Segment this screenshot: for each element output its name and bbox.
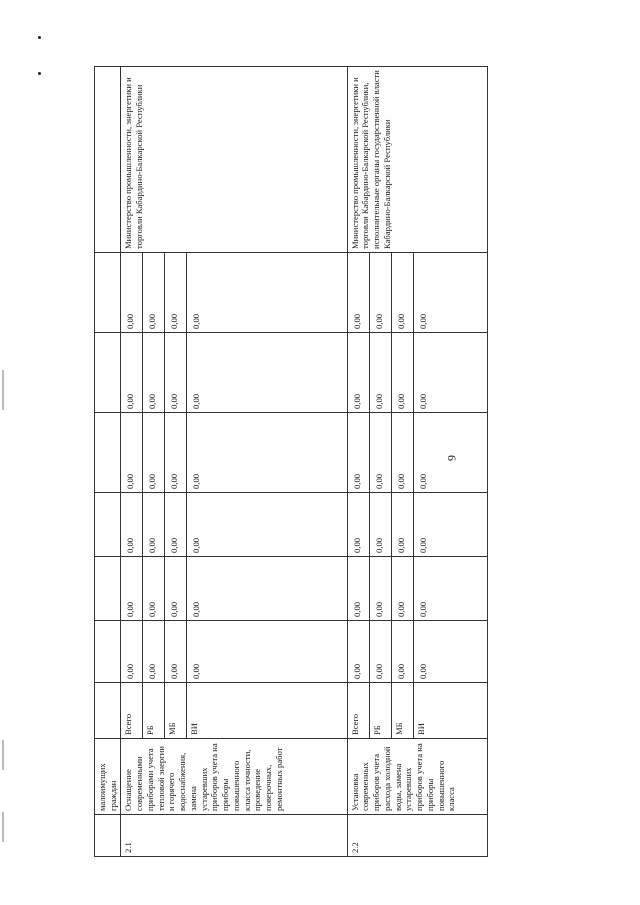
value-cell: 0,00 [121,557,143,621]
value-cell: 0,00 [391,621,413,683]
table-row [347,67,369,857]
value-cell: 0,00 [347,333,369,413]
program-measures-table [94,66,488,857]
value-cell: 0,00 [143,493,165,557]
funding-source: РБ [143,683,165,739]
value-cell: 0,00 [165,621,187,683]
value-cell: 0,00 [143,253,165,333]
value-cell: 0,00 [187,621,347,683]
value-cell: 0,00 [187,493,347,557]
scan-edge-mark [2,370,4,410]
value-cell: 0,00 [121,493,143,557]
scan-edge-mark [2,812,4,842]
scan-speck [38,72,41,75]
value-cell: 0,00 [391,253,413,333]
value-cell: 0,00 [413,413,487,493]
value-cell: 0,00 [165,413,187,493]
value-cell: 0,00 [143,333,165,413]
row-number: 2.1 [121,815,347,857]
value-cell: 0,00 [391,557,413,621]
value-cell: 0,00 [143,621,165,683]
value-cell: 0,00 [391,413,413,493]
value-cell: 0,00 [369,253,391,333]
measure-name: Установка современных приборов учета расхода холодной воды, замена устаревших приборов учета на приборы повышенного класса [347,739,487,815]
funding-source: Всего [347,683,369,739]
value-cell: 0,00 [347,413,369,493]
value-cell: 0,00 [121,621,143,683]
value-cell: 0,00 [369,493,391,557]
funding-source: Всего [121,683,143,739]
value-cell: 0,00 [165,333,187,413]
funding-source: РБ [369,683,391,739]
funding-source: ВИ [413,683,487,739]
value-cell: 0,00 [165,493,187,557]
value-cell: 0,00 [121,413,143,493]
value-cell: 0,00 [369,621,391,683]
value-cell: 0,00 [347,493,369,557]
value-cell: 0,00 [187,557,347,621]
rotated-table-container [94,67,488,857]
value-cell: 0,00 [143,413,165,493]
value-cell: 0,00 [347,621,369,683]
value-cell: 0,00 [369,557,391,621]
value-cell: 0,00 [347,557,369,621]
header-fragment: малоимущих граждан [95,739,121,815]
funding-source: МБ [391,683,413,739]
value-cell: 0,00 [347,253,369,333]
value-cell: 0,00 [165,557,187,621]
value-cell: 0,00 [413,557,487,621]
value-cell: 0,00 [413,333,487,413]
header-continuation-row [95,67,121,857]
value-cell: 0,00 [413,621,487,683]
value-cell: 0,00 [391,493,413,557]
value-cell: 0,00 [187,333,347,413]
funding-source: МБ [165,683,187,739]
value-cell: 0,00 [121,333,143,413]
measure-name: Оснащение современными приборами учета тепловой энергии и горячего водоснабжения, замена устаревших приборов учета на приборы повышенного класса точности, проведение поверочных, ремонтных работ [121,739,347,815]
scan-edge-mark [2,740,4,770]
value-cell: 0,00 [413,253,487,333]
funding-source: ВИ [187,683,347,739]
value-cell: 0,00 [165,253,187,333]
executor: Министерство промышленности, энергетики и торговли Кабардино-Балкарской Республики, исполнительные органы государственной власти Кабардино-Балкарской Республики [347,67,487,253]
value-cell: 0,00 [187,253,347,333]
value-cell: 0,00 [413,493,487,557]
value-cell: 0,00 [143,557,165,621]
value-cell: 0,00 [369,333,391,413]
table-row [121,67,143,857]
value-cell: 0,00 [391,333,413,413]
value-cell: 0,00 [187,413,347,493]
page-number: 9 [444,455,459,461]
value-cell: 0,00 [369,413,391,493]
scan-speck [38,36,41,39]
executor: Министерство промышленности, энергетики и торговли Кабардино-Балкарской Республики [121,67,347,253]
row-number: 2.2 [347,815,487,857]
value-cell: 0,00 [121,253,143,333]
